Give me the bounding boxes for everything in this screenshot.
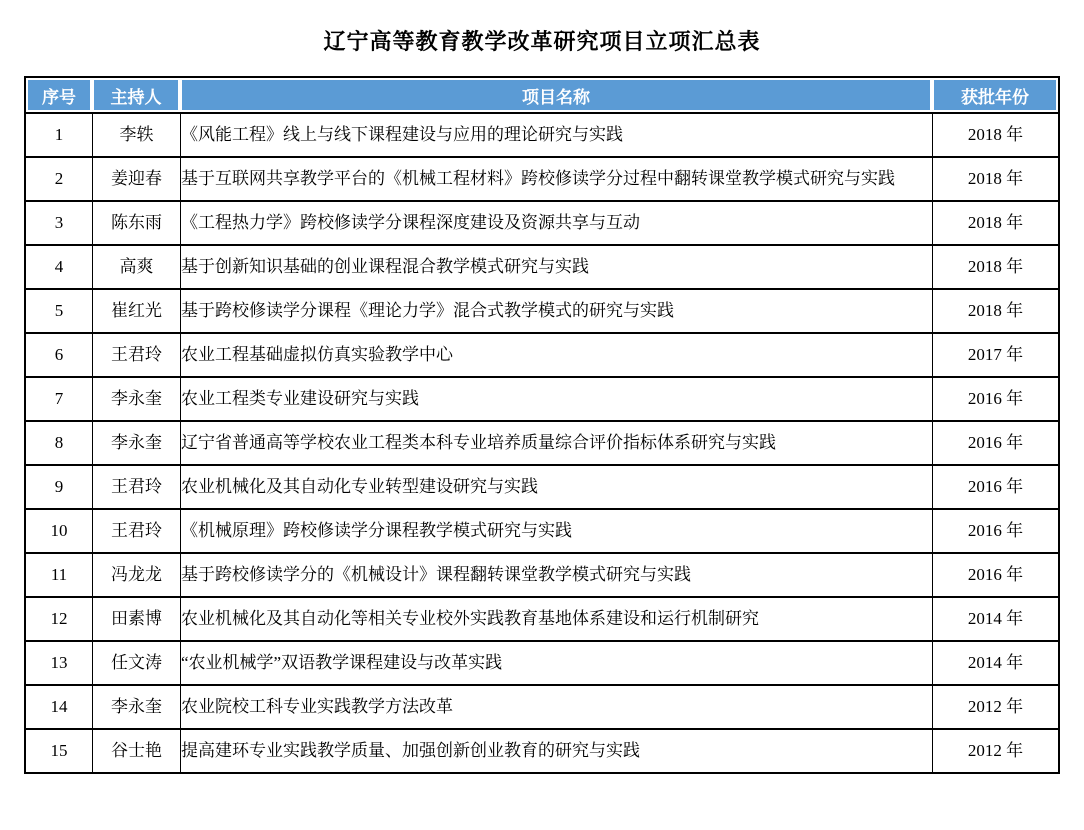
cell-year: 2016 年 — [932, 376, 1058, 420]
page-title: 辽宁高等教育教学改革研究项目立项汇总表 — [323, 29, 761, 54]
cell-index: 8 — [26, 420, 92, 464]
cell-leader: 王君玲 — [92, 332, 180, 376]
cell-project: 基于跨校修读学分课程《理论力学》混合式教学模式的研究与实践 — [180, 288, 932, 332]
table-row — [26, 244, 1058, 288]
cell-year: 2012 年 — [932, 684, 1058, 728]
cell-index: 15 — [26, 728, 92, 772]
table-body — [26, 112, 1058, 772]
cell-project: 基于跨校修读学分的《机械设计》课程翻转课堂教学模式研究与实践 — [180, 552, 932, 596]
cell-year: 2014 年 — [932, 640, 1058, 684]
table-row — [26, 552, 1058, 596]
cell-project: 农业机械化及其自动化等相关专业校外实践教育基地体系建设和运行机制研究 — [180, 596, 932, 640]
cell-year: 2018 年 — [932, 112, 1058, 156]
cell-index: 11 — [26, 552, 92, 596]
table-row — [26, 420, 1058, 464]
cell-project: 农业工程类专业建设研究与实践 — [180, 376, 932, 420]
cell-index: 7 — [26, 376, 92, 420]
table-outer-border — [24, 76, 1060, 774]
cell-project: 《风能工程》线上与线下课程建设与应用的理论研究与实践 — [180, 112, 932, 156]
header-row — [26, 78, 1058, 112]
cell-index: 1 — [26, 112, 92, 156]
cell-leader: 冯龙龙 — [92, 552, 180, 596]
cell-year: 2017 年 — [932, 332, 1058, 376]
cell-year: 2018 年 — [932, 200, 1058, 244]
cell-project: 农业院校工科专业实践教学方法改革 — [180, 684, 932, 728]
cell-year: 2016 年 — [932, 508, 1058, 552]
cell-project: 农业机械化及其自动化专业转型建设研究与实践 — [180, 464, 932, 508]
cell-index: 4 — [26, 244, 92, 288]
cell-year: 2012 年 — [932, 728, 1058, 772]
cell-index: 6 — [26, 332, 92, 376]
col-header-year: 获批年份 — [932, 78, 1058, 112]
table-row — [26, 288, 1058, 332]
cell-leader: 任文涛 — [92, 640, 180, 684]
cell-index: 13 — [26, 640, 92, 684]
cell-index: 14 — [26, 684, 92, 728]
cell-year: 2016 年 — [932, 552, 1058, 596]
col-header-project: 项目名称 — [180, 78, 932, 112]
cell-year: 2018 年 — [932, 244, 1058, 288]
cell-index: 5 — [26, 288, 92, 332]
table-row — [26, 112, 1058, 156]
col-header-index: 序号 — [26, 78, 92, 112]
cell-year: 2018 年 — [932, 288, 1058, 332]
cell-project: 辽宁省普通高等学校农业工程类本科专业培养质量综合评价指标体系研究与实践 — [180, 420, 932, 464]
table-row — [26, 156, 1058, 200]
cell-year: 2018 年 — [932, 156, 1058, 200]
cell-year: 2016 年 — [932, 420, 1058, 464]
table-row — [26, 200, 1058, 244]
table-row — [26, 376, 1058, 420]
projects-table — [26, 78, 1058, 772]
cell-leader: 谷士艳 — [92, 728, 180, 772]
cell-project: 提高建环专业实践教学质量、加强创新创业教育的研究与实践 — [180, 728, 932, 772]
cell-leader: 李永奎 — [92, 684, 180, 728]
cell-index: 3 — [26, 200, 92, 244]
cell-project: 农业工程基础虚拟仿真实验教学中心 — [180, 332, 932, 376]
cell-project: 基于创新知识基础的创业课程混合教学模式研究与实践 — [180, 244, 932, 288]
table-row — [26, 464, 1058, 508]
cell-leader: 王君玲 — [92, 464, 180, 508]
cell-leader: 高爽 — [92, 244, 180, 288]
table-row — [26, 728, 1058, 772]
cell-project: 《工程热力学》跨校修读学分课程深度建设及资源共享与互动 — [180, 200, 932, 244]
col-header-leader: 主持人 — [92, 78, 180, 112]
cell-leader: 陈东雨 — [92, 200, 180, 244]
cell-index: 10 — [26, 508, 92, 552]
cell-leader: 崔红光 — [92, 288, 180, 332]
cell-year: 2016 年 — [932, 464, 1058, 508]
cell-leader: 田素博 — [92, 596, 180, 640]
cell-leader: 李轶 — [92, 112, 180, 156]
cell-project: 基于互联网共享教学平台的《机械工程材料》跨校修读学分过程中翻转课堂教学模式研究与实践 — [180, 156, 932, 200]
table-row — [26, 640, 1058, 684]
cell-leader: 李永奎 — [92, 376, 180, 420]
cell-year: 2014 年 — [932, 596, 1058, 640]
table-row — [26, 332, 1058, 376]
cell-index: 12 — [26, 596, 92, 640]
document-page — [0, 25, 1084, 774]
cell-project: “农业机械学”双语教学课程建设与改革实践 — [180, 640, 932, 684]
cell-index: 2 — [26, 156, 92, 200]
table-row — [26, 684, 1058, 728]
cell-leader: 姜迎春 — [92, 156, 180, 200]
cell-project: 《机械原理》跨校修读学分课程教学模式研究与实践 — [180, 508, 932, 552]
cell-leader: 李永奎 — [92, 420, 180, 464]
table-row — [26, 596, 1058, 640]
cell-index: 9 — [26, 464, 92, 508]
table-row — [26, 508, 1058, 552]
cell-leader: 王君玲 — [92, 508, 180, 552]
